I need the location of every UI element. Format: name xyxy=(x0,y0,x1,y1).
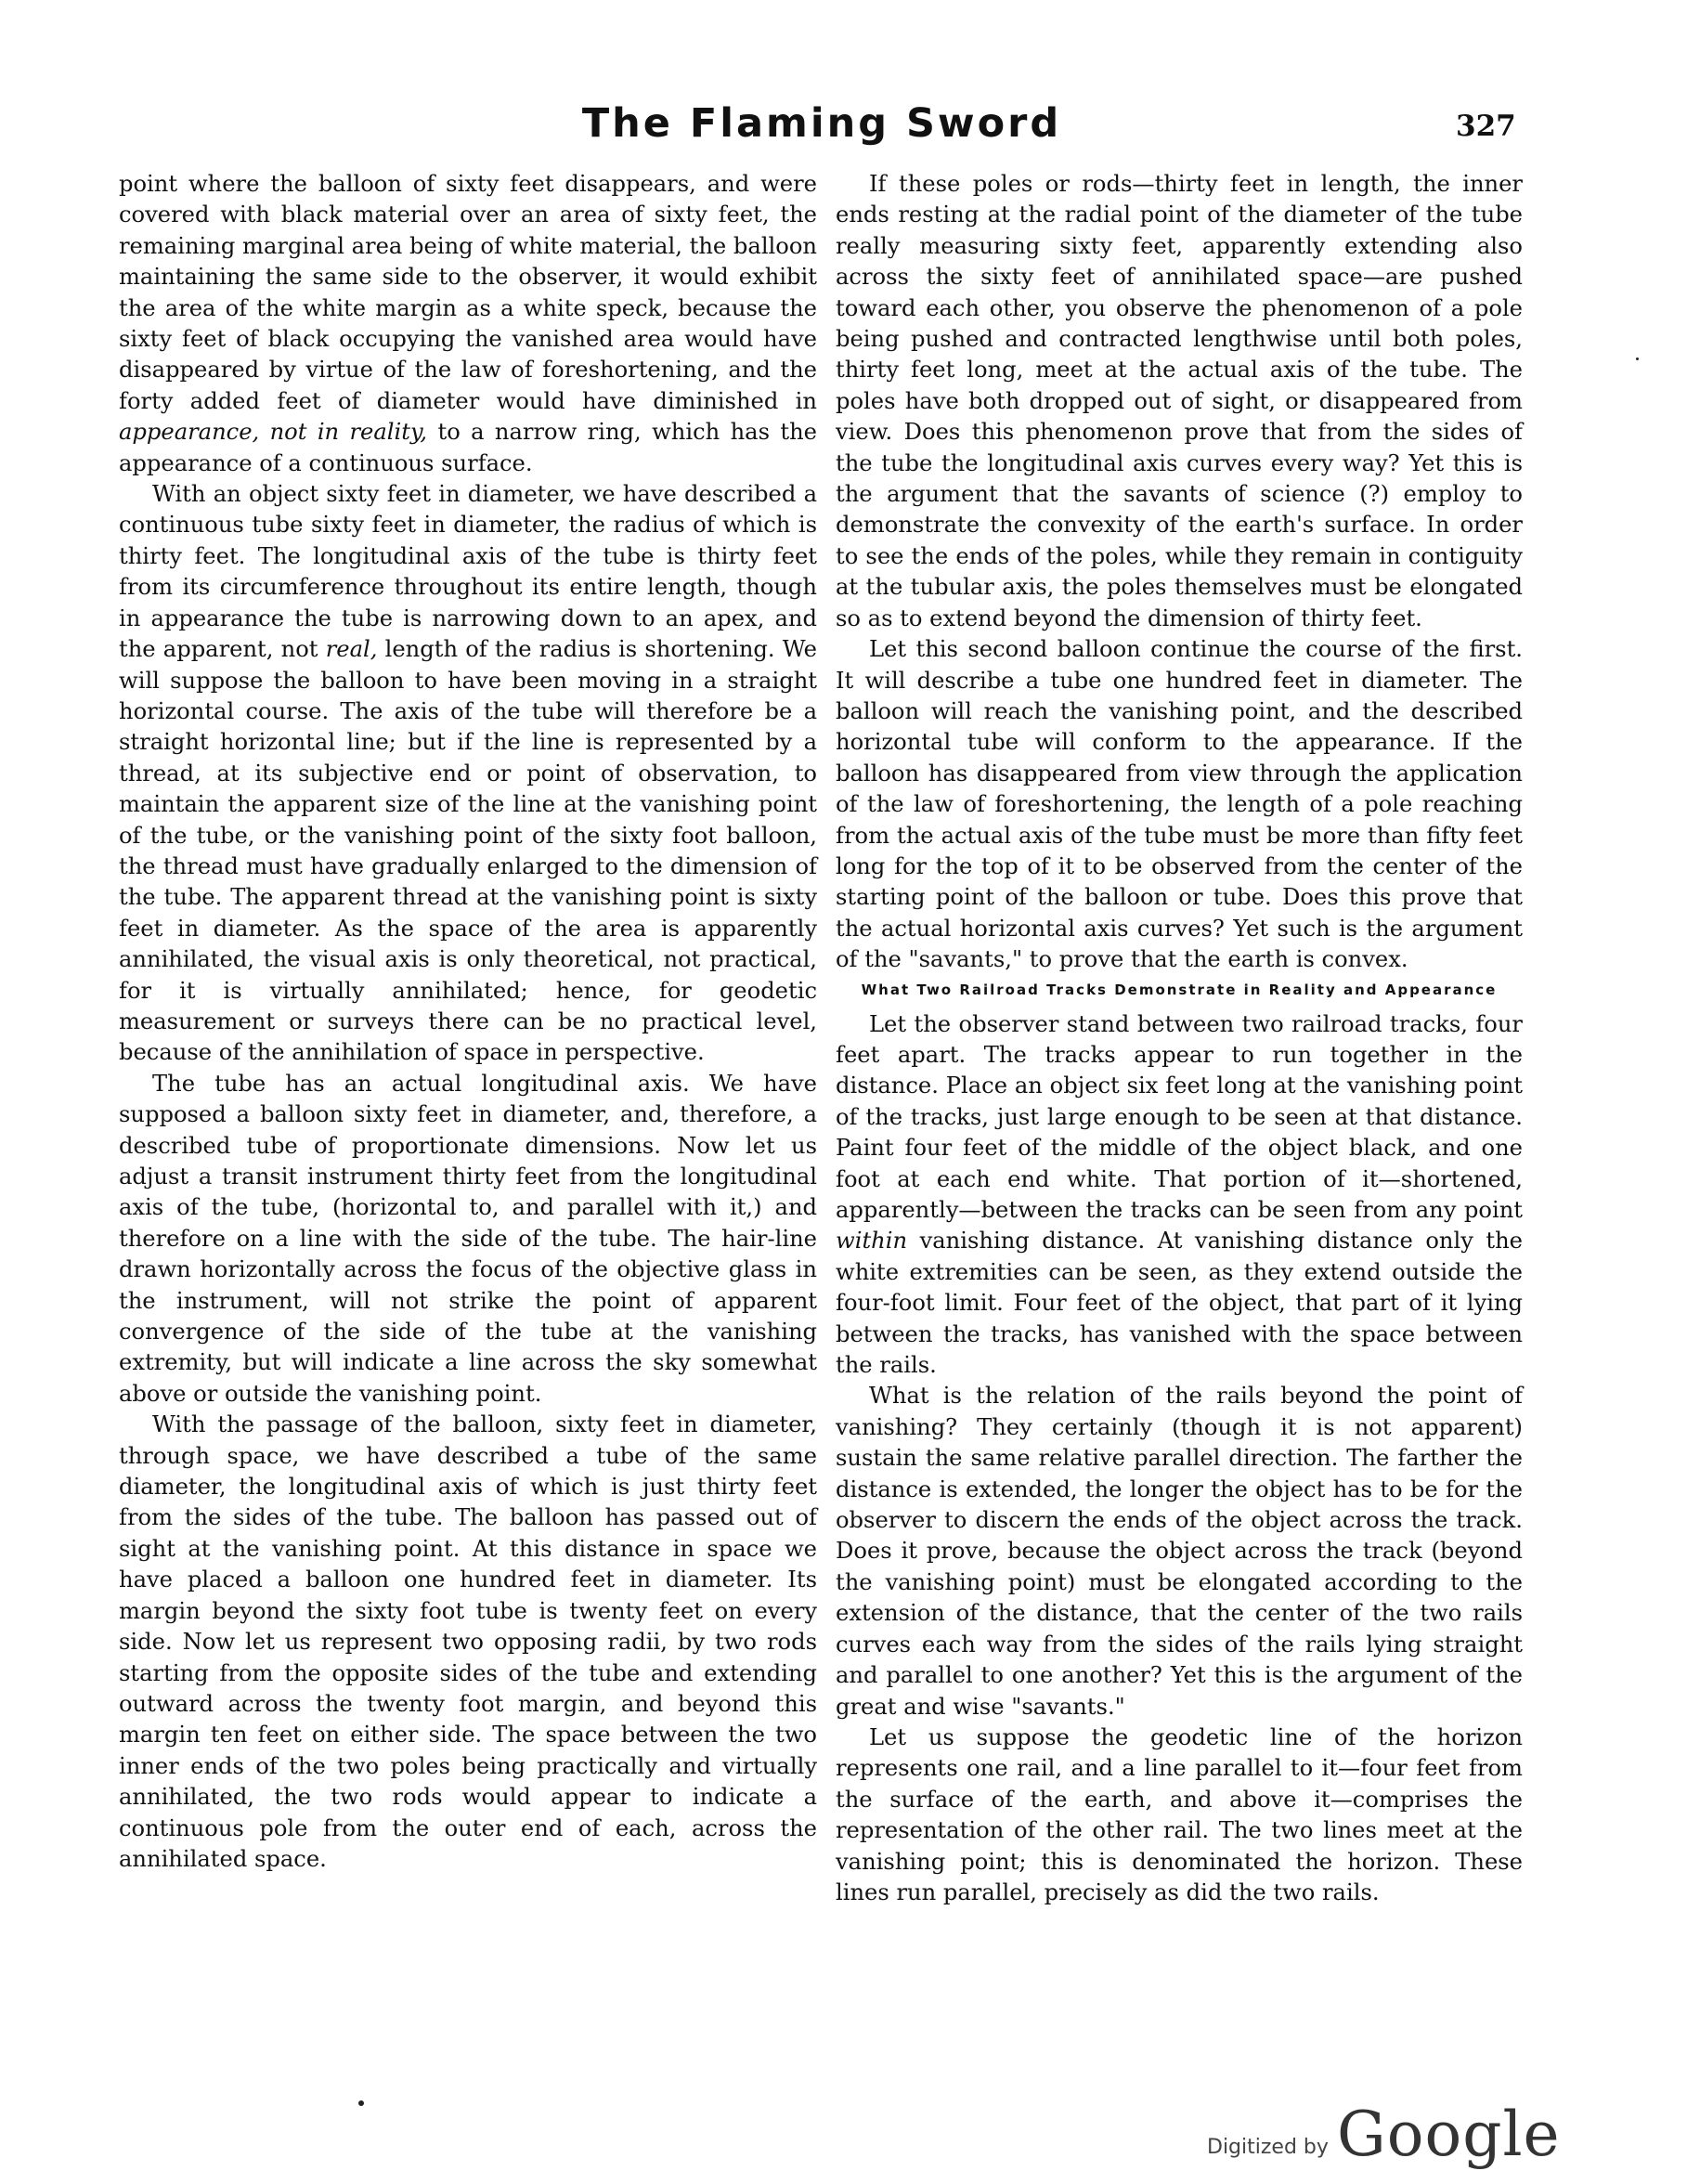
google-digitized-watermark xyxy=(1207,2099,1561,2171)
page-header xyxy=(0,100,1700,156)
ink-speck xyxy=(1636,358,1639,360)
left-column xyxy=(119,169,817,1875)
paragraph: point where the balloon of sixty feet disappears, and were covered with black material over an area of sixty feet, the remaining marginal area being of white material, the balloon maintaining the same side to the observer, it would exhibit the area of the white margin as a white speck, because the sixty feet of black occupying the vanished area would have disappeared by virtue of the law of foreshortening, and the forty added feet of diameter would have diminished in appearance, not in reality, to a narrow ring, which has the appearance of a continuous surface. xyxy=(119,171,817,476)
watermark-prefix: Digitized by xyxy=(1207,2136,1329,2159)
right-column xyxy=(836,169,1523,1908)
page-number: 327 xyxy=(1456,110,1516,143)
paragraph: Let the observer stand between two railroad tracks, four feet apart. The tracks appear to run together in the distance. Place an object six feet long at the vanishing point of the tracks, just large enough to be seen at that distance. Paint four feet of the middle of the object black, and one foot at each end white. That portion of it—shortened, apparently—between the tracks can be seen from any point within vanishing distance. At vanishing distance only the white extremities can be seen, as they extend outside the four-foot limit. Four feet of the object, that part of it lying between the tracks, has vanished with the space between the rails. xyxy=(836,1010,1523,1379)
section-subheading: What Two Railroad Tracks Demonstrate in Reality and Appearance xyxy=(861,981,1498,998)
ink-speck xyxy=(358,2100,364,2106)
paragraph: Let us suppose the geodetic line of the horizon represents one rail, and a line parallel to it—four feet from the surface of the earth, and above it—comprises the representation of the other rail. The two lines meet at the vanishing point; this is denominated the horizon. These lines run parallel, precisely as did the two rails. xyxy=(836,1723,1523,1905)
paragraph: With an object sixty feet in diameter, we have described a continuous tube sixty feet in diameter, the radius of which is thirty feet. The longitudinal axis of the tube is thirty feet from its circumference throughout its entire length, though in appearance the tube is narrowing down to an apex, and the apparent, not real, length of the radius is shortening. We will suppose the balloon to have been moving in a straight horizontal course. The axis of the tube will therefore be a straight horizontal line; but if the line is represented by a thread, at its subjective end or point of observation, to maintain the apparent size of the line at the vanishing point of the tube, or the vanishing point of the sixty foot balloon, the thread must have gradually enlarged to the dimension of the tube. The apparent thread at the vanishing point is sixty feet in diameter. As the space of the area is apparently annihilated, the visual axis is only theoretical, not practical, for it is virtually annihilated; hence, for geodetic measurement or surveys there can be no practical level, because of the annihilation of space in perspective. xyxy=(119,481,817,1066)
paragraph: With the passage of the balloon, sixty feet in diameter, through space, we have described a tube of the same diameter, the longitudinal axis of which is just thirty feet from the sides of the tube. The balloon has passed out of sight at the vanishing point. At this distance in space we have placed a balloon one hundred feet in diameter. Its margin beyond the sixty foot tube is twenty feet on every side. Now let us represent two opposing radii, by two rods starting from the opposite sides of the tube and extending outward across the twenty foot margin, and beyond this margin ten feet on either side. The space between the two inner ends of the two poles being practically and virtually annihilated, the two rods would appear to indicate a continuous pole from the outer end of each, across the annihilated space. xyxy=(119,1411,817,1872)
paragraph: What is the relation of the rails beyond the point of vanishing? They certainly (though it is not apparent) sustain the same relative parallel direction. The farther the distance is extended, the longer the object has to be for the observer to discern the ends of the object across the track. Does it prove, because the object across the track (beyond the vanishing point) must be elongated according to the extension of the distance, that the center of the two rails curves each way from the sides of the rails lying straight and parallel to one another? Yet this is the argument of the great and wise "savants." xyxy=(836,1383,1523,1720)
google-logo: Google xyxy=(1337,2099,1561,2170)
paragraph: Let this second balloon continue the course of the first. It will describe a tube one hundred feet in diameter. The balloon will reach the vanishing point, and the described horizontal tube will conform to the appearance. If the balloon has disappeared from view through the application of the law of foreshortening, the length of a pole reaching from the actual axis of the tube must be more than fifty feet long for the top of it to be observed from the center of the starting point of the balloon or tube. Does this prove that the actual horizontal axis curves? Yet such is the argument of the "savants," to prove that the earth is convex. xyxy=(836,636,1523,973)
journal-title: The Flaming Sword xyxy=(581,100,1062,147)
paragraph: If these poles or rods—thirty feet in length, the inner ends resting at the radial point of the diameter of the tube really measuring sixty feet, apparently extending also across the sixty feet of annihilated space—are pushed toward each other, you observe the phenomenon of a pole being pushed and contracted lengthwise until both poles, thirty feet long, meet at the actual axis of the tube. The poles have both dropped out of sight, or disappeared from view. Does this phenomenon prove that from the sides of the tube the longitudinal axis curves every way? Yet this is the argument that the savants of science (?) employ to demonstrate the convexity of the earth's surface. In order to see the ends of the poles, while they remain in contiguity at the tubular axis, the poles themselves must be elongated so as to extend beyond the dimension of thirty feet. xyxy=(836,171,1523,631)
paragraph: The tube has an actual longitudinal axis. We have supposed a balloon sixty feet in diameter, and, therefore, a described tube of proportionate dimensions. Now let us adjust a transit instrument thirty feet from the longitudinal axis of the tube, (horizontal to, and parallel with it,) and therefore on a line with the side of the tube. The hair-line drawn horizontally across the focus of the objective glass in the instrument, will not strike the point of apparent convergence of the side of the tube at the vanishing extremity, but will indicate a line across the sky somewhat above or outside the vanishing point. xyxy=(119,1070,817,1407)
